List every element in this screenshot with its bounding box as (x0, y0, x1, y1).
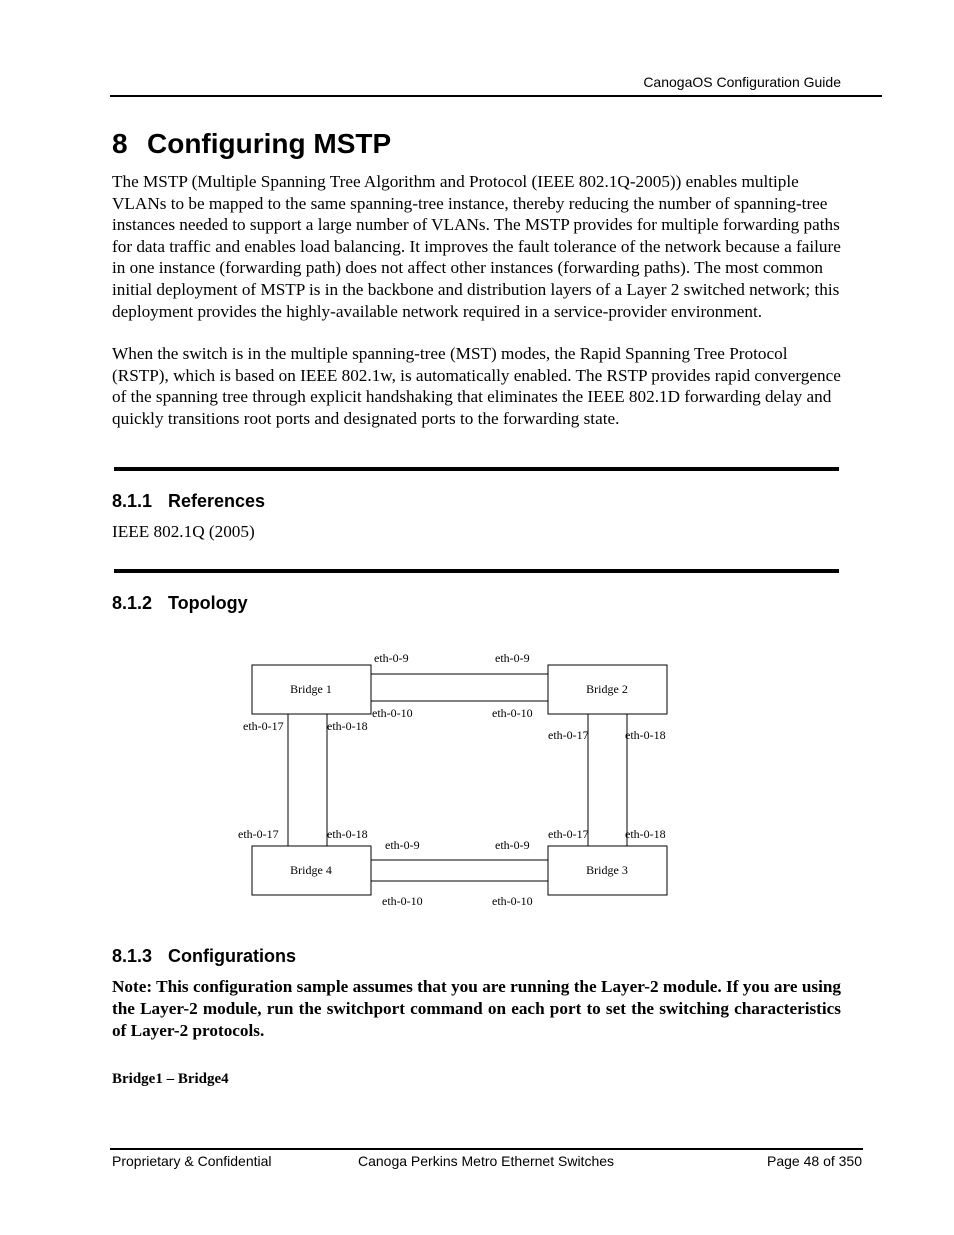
bridge-subheading: Bridge1 – Bridge4 (112, 1071, 229, 1087)
bridge-3-label: Bridge 3 (586, 863, 628, 877)
port-label: eth-0-18 (625, 728, 666, 742)
configuration-note: Note: This configuration sample assumes that you are running the Layer-2 module. If you are using the Layer-2 module, run the switchport command on each port to set the switching characteristics of Layer-2 protocols. (112, 977, 841, 1040)
chapter-title (112, 126, 391, 162)
section-topology-heading (112, 592, 248, 614)
section-divider-1 (114, 467, 839, 471)
footer-rule (110, 1148, 863, 1150)
topology-diagram (232, 645, 682, 915)
section-configurations-heading (112, 945, 296, 967)
bridge-4-label: Bridge 4 (290, 863, 332, 877)
intro-paragraph-1: The MSTP (Multiple Spanning Tree Algorithm and Protocol (IEEE 802.1Q-2005)) enables multiple VLANs to be mapped to the same spanning-tree instance, thereby reducing the number of spanning-tree instances needed to support a large number of VLANs. The MSTP provides for multiple forwarding paths for data traffic and enables load balancing. It improves the fault tolerance of the network because a failure in one instance (forwarding path) does not affect other instances (forwarding paths). The most common initial deployment of MSTP is in the backbone and distribution layers of a Layer 2 switched network; this deployment provides the highly-available network required in a service-provider environment. (112, 172, 841, 321)
section-references-heading (112, 490, 265, 512)
bridge-2-label: Bridge 2 (586, 682, 628, 696)
port-label: eth-0-9 (374, 651, 409, 665)
bridge-1-label: Bridge 1 (290, 682, 332, 696)
port-label: eth-0-18 (327, 719, 368, 733)
section-references-number: 8.1.1 (112, 491, 153, 511)
port-label: eth-0-10 (492, 894, 533, 908)
port-label: eth-0-10 (382, 894, 423, 908)
header-rule (110, 95, 882, 97)
port-label: eth-0-17 (238, 827, 279, 841)
port-label: eth-0-17 (548, 827, 589, 841)
running-header: CanogaOS Configuration Guide (643, 74, 841, 90)
chapter-title-text: Configuring MSTP (147, 128, 392, 159)
footer-center: Canoga Perkins Metro Ethernet Switches (358, 1153, 615, 1169)
references-text: IEEE 802.1Q (2005) (112, 522, 255, 541)
port-label: eth-0-18 (625, 827, 666, 841)
port-label: eth-0-9 (385, 838, 420, 852)
chapter-number: 8 (112, 128, 128, 159)
port-label: eth-0-9 (495, 651, 530, 665)
footer-left: Proprietary & Confidential (112, 1153, 272, 1169)
intro-paragraph-2: When the switch is in the multiple spanning-tree (MST) modes, the Rapid Spanning Tree Protocol (RSTP), which is based on IEEE 802.1w, is automatically enabled. The RSTP provides rapid convergence of the spanning tree through explicit handshaking that eliminates the IEEE 802.1D forwarding delay and quickly transitions root ports and designated ports to the forwarding state. (112, 344, 841, 428)
section-configurations-number: 8.1.3 (112, 946, 153, 966)
port-label: eth-0-17 (243, 719, 284, 733)
section-configurations-title: Configurations (168, 946, 296, 966)
section-divider-2 (114, 569, 839, 573)
port-label: eth-0-10 (372, 706, 413, 720)
port-label: eth-0-10 (492, 706, 533, 720)
section-references-title: References (168, 491, 266, 511)
port-label: eth-0-9 (495, 838, 530, 852)
port-label: eth-0-17 (548, 728, 589, 742)
port-label: eth-0-18 (327, 827, 368, 841)
section-topology-number: 8.1.2 (112, 593, 153, 613)
page-number: Page 48 of 350 (767, 1153, 862, 1169)
section-topology-title: Topology (168, 593, 248, 613)
